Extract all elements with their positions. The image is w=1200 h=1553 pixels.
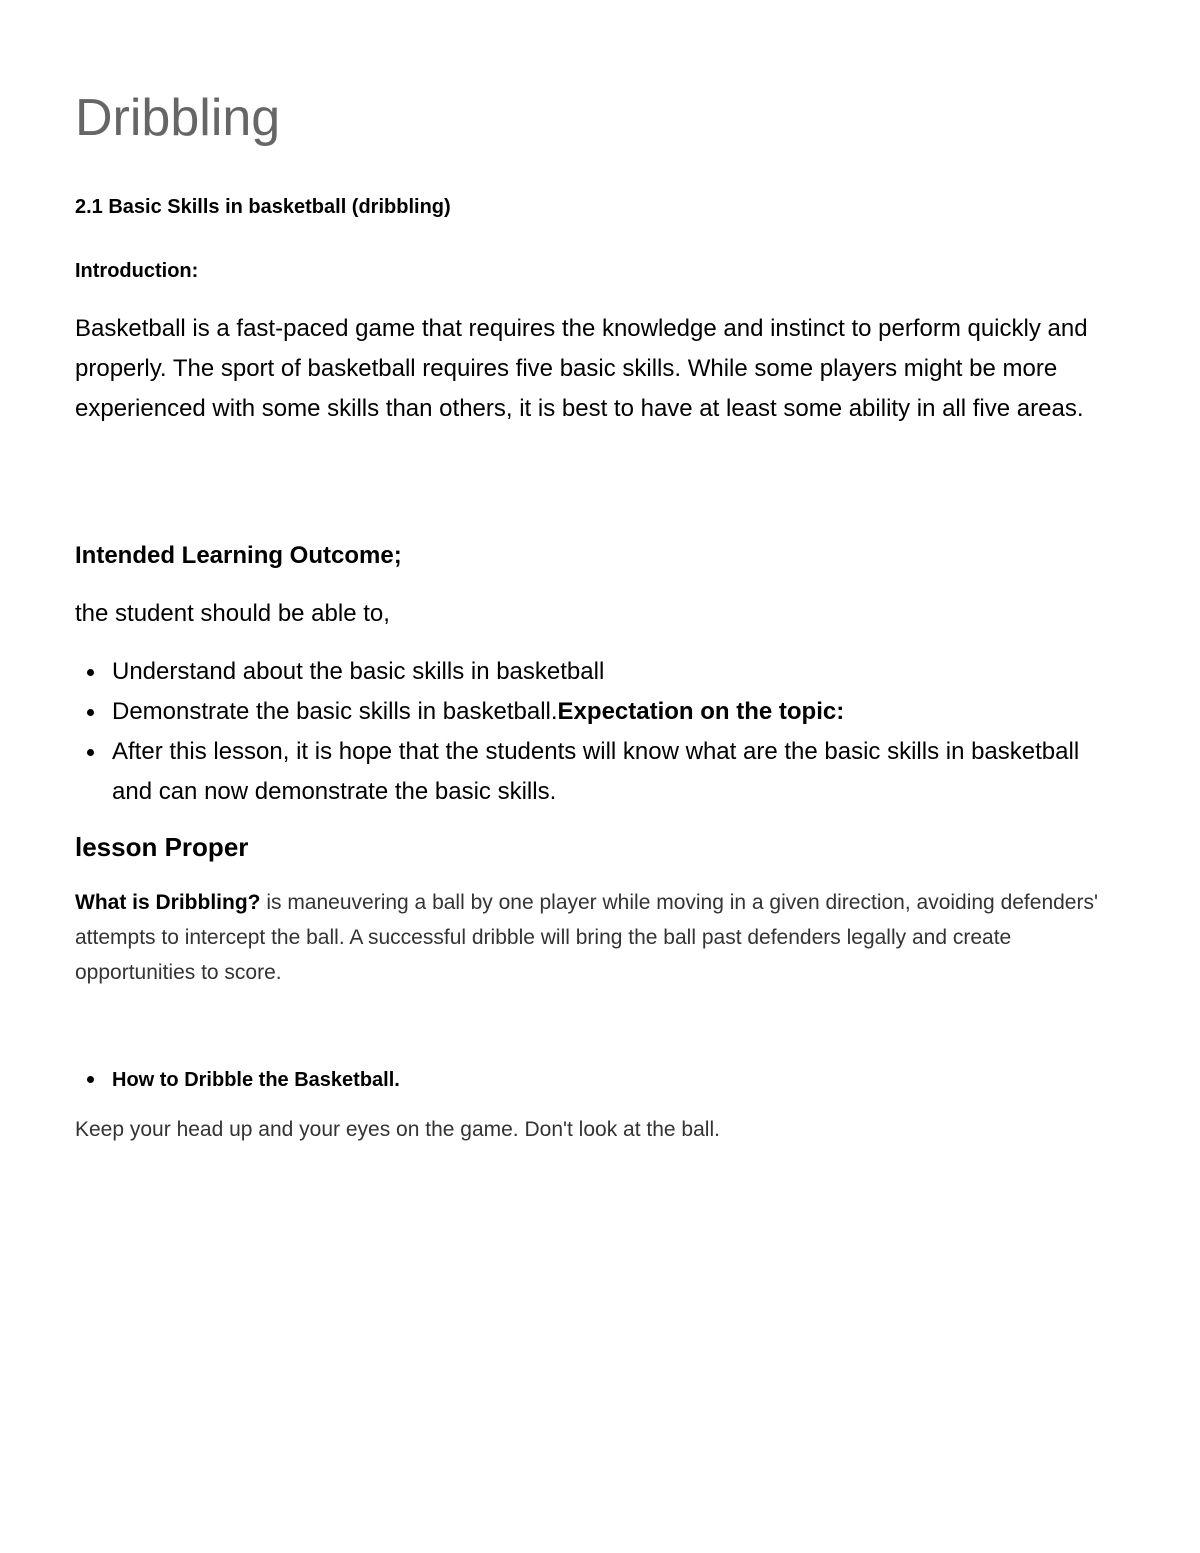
introduction-paragraph: Basketball is a fast-paced game that requires the knowledge and instinct to perform quickly and properly. The sport of basketball requires five basic skills. While some players might be more experienced with some skills than others, it is best to have at least some ability in all five areas. xyxy=(75,315,1088,422)
bullet-icon xyxy=(87,669,94,676)
learning-outcome-lead: the student should be able to, xyxy=(75,600,390,627)
list-item-text: Understand about the basic skills in basketball xyxy=(112,658,605,685)
list-item xyxy=(75,732,1115,812)
introduction-label: Introduction: xyxy=(75,260,199,282)
page-title: Dribbling xyxy=(75,89,281,147)
learning-outcome-heading: Intended Learning Outcome; xyxy=(75,542,402,569)
dribbling-tip-paragraph: Keep your head up and your eyes on the game. Don't look at the ball. xyxy=(75,1118,720,1141)
list-item xyxy=(75,652,1115,692)
list-item xyxy=(75,1066,675,1094)
bullet-icon xyxy=(87,1076,94,1083)
section-code-heading: 2.1 Basic Skills in basketball (dribbling) xyxy=(75,196,451,218)
bullet-icon xyxy=(87,709,94,716)
how-to-list xyxy=(75,1066,675,1094)
lesson-proper-heading: lesson Proper xyxy=(75,832,249,862)
list-item-text: Demonstrate the basic skills in basketball. xyxy=(112,698,558,725)
bullet-icon xyxy=(87,749,94,756)
dribbling-definition-text: is maneuvering a ball by one player while moving in a given direction, avoiding defenders' attempts to intercept the ball. A successful dribble will bring the ball past defenders legally and create opportunities to score. xyxy=(75,891,1098,984)
learning-outcome-list xyxy=(75,652,1115,812)
dribbling-definition-paragraph xyxy=(75,885,1130,990)
expectation-heading: Expectation on the topic: xyxy=(557,698,845,725)
list-item-text: After this lesson, it is hope that the students will know what are the basic skills in basketball and can now demonstrate the basic skills. xyxy=(112,738,1080,805)
list-item xyxy=(75,692,1115,732)
dribbling-term: What is Dribbling? xyxy=(75,891,261,914)
how-to-heading: How to Dribble the Basketball. xyxy=(112,1069,400,1091)
